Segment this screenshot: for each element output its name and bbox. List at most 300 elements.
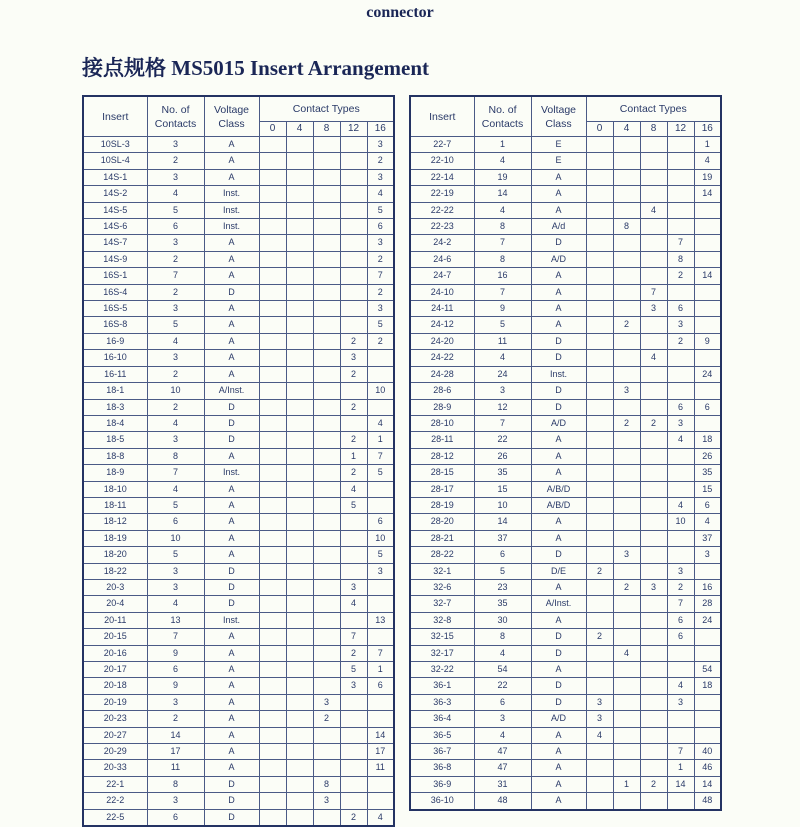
cell-type-0 bbox=[259, 399, 286, 415]
cell-contacts: 22 bbox=[474, 678, 531, 694]
cell-type-12 bbox=[667, 169, 694, 185]
cell-type-8 bbox=[313, 645, 340, 661]
cell-type-0 bbox=[586, 137, 613, 153]
header-type-size: 0 bbox=[259, 122, 286, 137]
table-row bbox=[83, 711, 394, 727]
cell-type-8: 2 bbox=[640, 415, 667, 431]
cell-contacts: 26 bbox=[474, 448, 531, 464]
cell-type-16: 1 bbox=[367, 432, 394, 448]
cell-type-0 bbox=[259, 301, 286, 317]
cell-type-16: 14 bbox=[367, 727, 394, 743]
header-voltage: Voltage Class bbox=[531, 96, 586, 137]
cell-type-12: 2 bbox=[340, 366, 367, 382]
cell-type-12: 7 bbox=[667, 235, 694, 251]
cell-voltage: A/D bbox=[531, 711, 586, 727]
cell-type-0 bbox=[586, 497, 613, 513]
cell-contacts: 8 bbox=[147, 448, 204, 464]
cell-insert: 24-28 bbox=[410, 366, 474, 382]
cell-voltage: D bbox=[204, 284, 259, 300]
table-body bbox=[83, 137, 394, 827]
cell-insert: 32-1 bbox=[410, 563, 474, 579]
cell-type-4 bbox=[286, 399, 313, 415]
cell-type-8: 2 bbox=[313, 711, 340, 727]
table-row bbox=[83, 497, 394, 513]
cell-type-16: 18 bbox=[694, 432, 721, 448]
cell-type-4 bbox=[613, 612, 640, 628]
cell-type-12: 5 bbox=[340, 497, 367, 513]
cell-insert: 20-33 bbox=[83, 760, 147, 776]
cell-type-4 bbox=[286, 596, 313, 612]
cell-type-0 bbox=[259, 530, 286, 546]
cell-contacts: 9 bbox=[147, 645, 204, 661]
cell-contacts: 7 bbox=[474, 415, 531, 431]
header-insert: Insert bbox=[83, 96, 147, 137]
cell-type-0 bbox=[259, 678, 286, 694]
cell-insert: 28-22 bbox=[410, 547, 474, 563]
cell-type-8 bbox=[640, 465, 667, 481]
cell-type-16: 40 bbox=[694, 744, 721, 760]
cell-insert: 16S-5 bbox=[83, 301, 147, 317]
cell-type-12: 2 bbox=[667, 579, 694, 595]
cell-type-16 bbox=[694, 350, 721, 366]
cell-insert: 32-8 bbox=[410, 612, 474, 628]
cell-type-16: 6 bbox=[367, 678, 394, 694]
cell-type-4 bbox=[286, 793, 313, 809]
cell-type-8 bbox=[640, 169, 667, 185]
cell-type-0 bbox=[586, 465, 613, 481]
cell-voltage: D bbox=[531, 547, 586, 563]
cell-voltage: A bbox=[531, 776, 586, 792]
cell-type-12 bbox=[667, 202, 694, 218]
cell-voltage: A bbox=[204, 317, 259, 333]
cell-type-0 bbox=[586, 268, 613, 284]
cell-voltage: A bbox=[204, 301, 259, 317]
cell-insert: 22-5 bbox=[83, 809, 147, 826]
cell-type-0 bbox=[586, 301, 613, 317]
cell-insert: 24-11 bbox=[410, 301, 474, 317]
header-type-size: 12 bbox=[667, 122, 694, 137]
cell-type-8 bbox=[640, 497, 667, 513]
cell-type-16: 7 bbox=[367, 645, 394, 661]
cell-type-8 bbox=[640, 137, 667, 153]
cell-insert: 20-17 bbox=[83, 662, 147, 678]
cell-type-16 bbox=[694, 694, 721, 710]
cell-contacts: 14 bbox=[147, 727, 204, 743]
cell-voltage: A bbox=[204, 251, 259, 267]
cell-contacts: 4 bbox=[147, 481, 204, 497]
cell-insert: 16S-8 bbox=[83, 317, 147, 333]
cell-contacts: 4 bbox=[474, 350, 531, 366]
cell-type-0 bbox=[259, 596, 286, 612]
cell-type-8 bbox=[313, 809, 340, 826]
cell-contacts: 5 bbox=[474, 563, 531, 579]
cell-voltage: A bbox=[204, 153, 259, 169]
cell-contacts: 35 bbox=[474, 596, 531, 612]
cell-insert: 20-11 bbox=[83, 612, 147, 628]
cell-type-4 bbox=[286, 678, 313, 694]
cell-type-12: 6 bbox=[667, 629, 694, 645]
cell-insert: 36-4 bbox=[410, 711, 474, 727]
cell-type-16 bbox=[694, 415, 721, 431]
cell-type-0 bbox=[259, 350, 286, 366]
cell-insert: 32-6 bbox=[410, 579, 474, 595]
header-insert: Insert bbox=[410, 96, 474, 137]
cell-type-8 bbox=[640, 547, 667, 563]
cell-contacts: 4 bbox=[474, 202, 531, 218]
cell-voltage: A/d bbox=[531, 219, 586, 235]
table-row bbox=[410, 563, 721, 579]
cell-type-4 bbox=[613, 153, 640, 169]
cell-type-12 bbox=[667, 481, 694, 497]
cell-contacts: 4 bbox=[474, 153, 531, 169]
header-contact-types: Contact Types bbox=[586, 96, 721, 122]
cell-type-4 bbox=[613, 662, 640, 678]
cell-contacts: 4 bbox=[474, 727, 531, 743]
cell-voltage: A/B/D bbox=[531, 481, 586, 497]
cell-type-4: 2 bbox=[613, 317, 640, 333]
cell-insert: 16-11 bbox=[83, 366, 147, 382]
cell-type-16: 16 bbox=[694, 579, 721, 595]
cell-type-8 bbox=[640, 481, 667, 497]
cell-insert: 28-20 bbox=[410, 514, 474, 530]
cell-type-4 bbox=[286, 563, 313, 579]
cell-voltage: A/D bbox=[531, 251, 586, 267]
cell-type-8 bbox=[313, 514, 340, 530]
cell-contacts: 2 bbox=[147, 153, 204, 169]
cell-voltage: A bbox=[531, 727, 586, 743]
cell-type-12: 4 bbox=[667, 497, 694, 513]
cell-type-8 bbox=[640, 645, 667, 661]
cell-type-8 bbox=[640, 744, 667, 760]
cell-type-12 bbox=[667, 350, 694, 366]
table-row bbox=[410, 662, 721, 678]
cell-type-4 bbox=[286, 186, 313, 202]
table-row bbox=[83, 186, 394, 202]
cell-voltage: A bbox=[531, 432, 586, 448]
header-type-size: 4 bbox=[613, 122, 640, 137]
cell-insert: 28-9 bbox=[410, 399, 474, 415]
cell-contacts: 9 bbox=[474, 301, 531, 317]
table-row bbox=[83, 235, 394, 251]
cell-type-4 bbox=[613, 251, 640, 267]
cell-type-16 bbox=[367, 399, 394, 415]
table-row bbox=[410, 579, 721, 595]
table-row bbox=[83, 629, 394, 645]
cell-type-4 bbox=[286, 383, 313, 399]
header-type-size: 16 bbox=[694, 122, 721, 137]
cell-type-8 bbox=[640, 530, 667, 546]
cell-type-4 bbox=[286, 153, 313, 169]
cell-contacts: 3 bbox=[147, 350, 204, 366]
cell-insert: 22-22 bbox=[410, 202, 474, 218]
cell-insert: 18-12 bbox=[83, 514, 147, 530]
cell-voltage: D bbox=[531, 678, 586, 694]
cell-insert: 32-17 bbox=[410, 645, 474, 661]
table-row bbox=[83, 219, 394, 235]
header-voltage: Voltage Class bbox=[204, 96, 259, 137]
cell-type-4 bbox=[613, 169, 640, 185]
cell-type-0 bbox=[259, 448, 286, 464]
table-row bbox=[83, 645, 394, 661]
cell-type-4 bbox=[286, 809, 313, 826]
cell-type-8 bbox=[313, 169, 340, 185]
cell-type-0 bbox=[259, 711, 286, 727]
cell-voltage: A bbox=[531, 465, 586, 481]
cell-contacts: 7 bbox=[474, 235, 531, 251]
cell-insert: 36-10 bbox=[410, 793, 474, 810]
cell-contacts: 6 bbox=[147, 809, 204, 826]
table-row bbox=[83, 268, 394, 284]
cell-type-16 bbox=[694, 727, 721, 743]
cell-type-12 bbox=[667, 448, 694, 464]
cell-type-16: 24 bbox=[694, 366, 721, 382]
table-row bbox=[410, 235, 721, 251]
cell-type-12: 2 bbox=[340, 333, 367, 349]
insert-table-right bbox=[409, 95, 720, 811]
cell-type-12: 2 bbox=[340, 465, 367, 481]
cell-type-0 bbox=[586, 776, 613, 792]
cell-insert: 14S-1 bbox=[83, 169, 147, 185]
cell-contacts: 7 bbox=[474, 284, 531, 300]
cell-type-16 bbox=[367, 579, 394, 595]
cell-insert: 18-1 bbox=[83, 383, 147, 399]
cell-insert: 14S-9 bbox=[83, 251, 147, 267]
cell-type-12: 2 bbox=[667, 333, 694, 349]
cell-type-16: 26 bbox=[694, 448, 721, 464]
cell-type-0 bbox=[259, 432, 286, 448]
cell-voltage: D bbox=[204, 432, 259, 448]
cell-type-4 bbox=[286, 268, 313, 284]
cell-type-12: 3 bbox=[340, 350, 367, 366]
cell-type-16: 10 bbox=[367, 383, 394, 399]
cell-type-16: 3 bbox=[367, 137, 394, 153]
header-contact-types: Contact Types bbox=[259, 96, 394, 122]
cell-contacts: 37 bbox=[474, 530, 531, 546]
cell-type-8 bbox=[313, 415, 340, 431]
cell-type-16: 3 bbox=[367, 301, 394, 317]
table-row bbox=[410, 333, 721, 349]
cell-type-4 bbox=[286, 465, 313, 481]
table-row bbox=[83, 350, 394, 366]
cell-type-0 bbox=[586, 235, 613, 251]
cell-type-12 bbox=[340, 793, 367, 809]
cell-type-8 bbox=[313, 186, 340, 202]
cell-type-0 bbox=[586, 399, 613, 415]
table-row bbox=[410, 399, 721, 415]
table-row bbox=[83, 481, 394, 497]
cell-type-16: 13 bbox=[367, 612, 394, 628]
cell-type-12: 6 bbox=[667, 612, 694, 628]
cell-type-0 bbox=[259, 186, 286, 202]
cell-type-16: 3 bbox=[367, 563, 394, 579]
cell-voltage: A bbox=[531, 202, 586, 218]
cell-type-16 bbox=[694, 235, 721, 251]
cell-type-4 bbox=[613, 268, 640, 284]
cell-insert: 10SL-4 bbox=[83, 153, 147, 169]
cell-type-8 bbox=[640, 727, 667, 743]
cell-insert: 24-22 bbox=[410, 350, 474, 366]
cell-type-4 bbox=[286, 612, 313, 628]
cell-type-8: 8 bbox=[313, 776, 340, 792]
cell-type-16: 4 bbox=[367, 415, 394, 431]
cell-voltage: A bbox=[204, 350, 259, 366]
cell-voltage: D bbox=[204, 415, 259, 431]
table-row bbox=[83, 465, 394, 481]
table-row bbox=[410, 383, 721, 399]
cell-type-8 bbox=[640, 399, 667, 415]
cell-type-8: 3 bbox=[313, 694, 340, 710]
cell-type-16 bbox=[367, 776, 394, 792]
cell-type-4 bbox=[286, 448, 313, 464]
cell-type-4 bbox=[613, 333, 640, 349]
cell-type-0 bbox=[259, 251, 286, 267]
cell-type-8 bbox=[313, 317, 340, 333]
cell-voltage: Inst. bbox=[204, 465, 259, 481]
cell-type-8 bbox=[640, 694, 667, 710]
cell-type-4 bbox=[613, 563, 640, 579]
cell-voltage: A/Inst. bbox=[531, 596, 586, 612]
cell-type-0 bbox=[259, 333, 286, 349]
cell-type-8: 7 bbox=[640, 284, 667, 300]
cell-type-16: 19 bbox=[694, 169, 721, 185]
cell-voltage: A bbox=[204, 694, 259, 710]
cell-type-8 bbox=[640, 366, 667, 382]
cell-type-4 bbox=[286, 219, 313, 235]
header-type-size: 8 bbox=[640, 122, 667, 137]
cell-type-12 bbox=[667, 793, 694, 810]
table-row bbox=[410, 366, 721, 382]
cell-insert: 36-1 bbox=[410, 678, 474, 694]
cell-insert: 22-1 bbox=[83, 776, 147, 792]
cell-type-12 bbox=[340, 137, 367, 153]
cell-insert: 36-8 bbox=[410, 760, 474, 776]
cell-voltage: A bbox=[204, 662, 259, 678]
cell-type-12 bbox=[667, 530, 694, 546]
table-row bbox=[410, 186, 721, 202]
table-row bbox=[83, 153, 394, 169]
cell-contacts: 4 bbox=[147, 333, 204, 349]
cell-contacts: 3 bbox=[474, 711, 531, 727]
cell-insert: 18-20 bbox=[83, 547, 147, 563]
cell-type-12: 1 bbox=[340, 448, 367, 464]
table-row bbox=[83, 596, 394, 612]
cell-type-12 bbox=[340, 776, 367, 792]
cell-voltage: A bbox=[204, 497, 259, 513]
cell-contacts: 9 bbox=[147, 678, 204, 694]
cell-type-8 bbox=[640, 383, 667, 399]
cell-voltage: D bbox=[531, 235, 586, 251]
cell-contacts: 54 bbox=[474, 662, 531, 678]
cell-type-8: 4 bbox=[640, 350, 667, 366]
cell-type-12 bbox=[340, 563, 367, 579]
cell-type-12 bbox=[340, 284, 367, 300]
cell-voltage: A bbox=[531, 579, 586, 595]
cell-type-8 bbox=[313, 563, 340, 579]
cell-type-0 bbox=[259, 612, 286, 628]
cell-type-0 bbox=[259, 383, 286, 399]
cell-type-4: 1 bbox=[613, 776, 640, 792]
cell-type-0 bbox=[586, 481, 613, 497]
table-row bbox=[83, 514, 394, 530]
table-row bbox=[410, 760, 721, 776]
cell-insert: 36-5 bbox=[410, 727, 474, 743]
cell-type-8 bbox=[313, 399, 340, 415]
cell-type-16 bbox=[694, 219, 721, 235]
table-row bbox=[410, 448, 721, 464]
cell-insert: 28-19 bbox=[410, 497, 474, 513]
cell-type-8 bbox=[640, 793, 667, 810]
cell-type-4 bbox=[613, 629, 640, 645]
cell-type-12: 1 bbox=[667, 760, 694, 776]
cell-type-4 bbox=[613, 497, 640, 513]
cell-type-8 bbox=[640, 317, 667, 333]
cell-contacts: 2 bbox=[147, 251, 204, 267]
table-row bbox=[83, 760, 394, 776]
cell-type-0 bbox=[259, 284, 286, 300]
cell-contacts: 2 bbox=[147, 711, 204, 727]
cell-type-0 bbox=[586, 612, 613, 628]
cell-type-16 bbox=[367, 366, 394, 382]
cell-voltage: A bbox=[531, 169, 586, 185]
cell-type-12 bbox=[340, 202, 367, 218]
cell-voltage: D bbox=[204, 809, 259, 826]
cell-insert: 20-27 bbox=[83, 727, 147, 743]
cell-type-16: 18 bbox=[694, 678, 721, 694]
cell-insert: 16S-4 bbox=[83, 284, 147, 300]
cell-type-16 bbox=[694, 284, 721, 300]
cell-voltage: A bbox=[204, 744, 259, 760]
cell-type-4 bbox=[286, 350, 313, 366]
cell-type-12 bbox=[340, 547, 367, 563]
cell-type-4 bbox=[286, 251, 313, 267]
cell-contacts: 5 bbox=[147, 317, 204, 333]
header-type-size: 4 bbox=[286, 122, 313, 137]
cell-insert: 18-10 bbox=[83, 481, 147, 497]
cell-type-4 bbox=[613, 137, 640, 153]
cell-type-4 bbox=[286, 776, 313, 792]
cell-type-16: 1 bbox=[694, 137, 721, 153]
table-row bbox=[83, 169, 394, 185]
cell-type-4 bbox=[613, 694, 640, 710]
cell-insert: 28-12 bbox=[410, 448, 474, 464]
cell-voltage: Inst. bbox=[204, 186, 259, 202]
cell-voltage: D bbox=[204, 399, 259, 415]
cell-insert: 22-23 bbox=[410, 219, 474, 235]
cell-type-12 bbox=[340, 612, 367, 628]
cell-type-0 bbox=[259, 497, 286, 513]
cell-type-12 bbox=[667, 366, 694, 382]
cell-type-0 bbox=[259, 153, 286, 169]
cell-type-12 bbox=[340, 383, 367, 399]
cell-type-12 bbox=[667, 727, 694, 743]
table-row bbox=[410, 465, 721, 481]
cell-type-0 bbox=[259, 169, 286, 185]
cell-type-0 bbox=[586, 645, 613, 661]
cell-type-16: 14 bbox=[694, 268, 721, 284]
cell-type-8 bbox=[313, 333, 340, 349]
cell-type-8 bbox=[313, 137, 340, 153]
cell-type-4 bbox=[613, 432, 640, 448]
cell-type-12 bbox=[340, 711, 367, 727]
cell-contacts: 15 bbox=[474, 481, 531, 497]
cell-insert: 18-4 bbox=[83, 415, 147, 431]
cell-type-4 bbox=[286, 202, 313, 218]
cell-contacts: 3 bbox=[147, 169, 204, 185]
cell-contacts: 14 bbox=[474, 186, 531, 202]
table-row bbox=[83, 284, 394, 300]
cell-type-16 bbox=[694, 711, 721, 727]
cell-type-4 bbox=[286, 662, 313, 678]
